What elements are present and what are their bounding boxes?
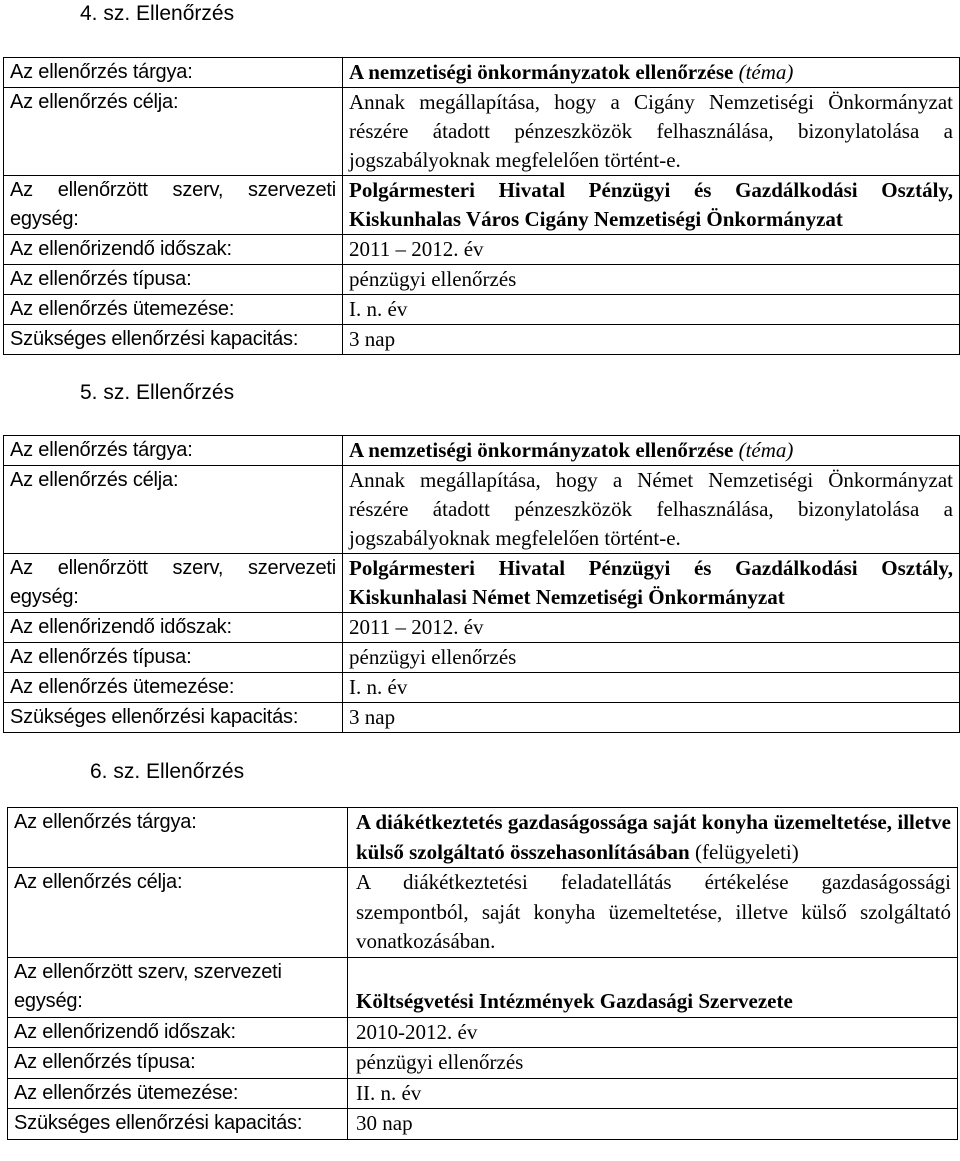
type-label: Az ellenőrzés típusa: [8, 1048, 348, 1079]
section-heading: 5. sz. Ellenőrzés [80, 381, 235, 404]
row-type [4, 265, 960, 295]
row-period [4, 235, 960, 265]
section-heading: 4. sz. Ellenőrzés [80, 2, 235, 25]
audited-entity-label: Az ellenőrzött szerv, szervezeti egység: [4, 554, 343, 613]
audited-entity-line1: Polgármesteri Hivatal Pénzügyi és Gazdálkodási Osztály, [349, 556, 953, 580]
row-purpose [8, 868, 958, 958]
schedule-value: II. n. év [348, 1078, 958, 1109]
audit-table [7, 807, 958, 1140]
subject-label: Az ellenőrzés tárgya: [8, 808, 348, 868]
row-capacity [4, 703, 960, 733]
row-subject [4, 58, 960, 88]
purpose-label: Az ellenőrzés célja: [4, 466, 343, 554]
purpose-value: Annak megállapítása, hogy a Cigány Nemzetiségi Önkormányzat részére átadott pénzeszközök felhasználása, bizonylatolása a jogszabályoknak megfelelően történt-e. [343, 88, 960, 176]
subject-value [343, 436, 960, 466]
subject-value-note: (felügyeleti) [694, 839, 799, 864]
subject-value-note: (téma) [738, 60, 794, 84]
row-purpose [4, 88, 960, 176]
capacity-label: Szükséges ellenőrzési kapacitás: [4, 325, 343, 355]
subject-value-main: A diákétkeztetés gazdaságossága saját konyha üzemeltetése, illetve külső szolgáltató összehasonlításában [356, 810, 951, 864]
schedule-label: Az ellenőrzés ütemezése: [8, 1078, 348, 1109]
audited-entity-label: Az ellenőrzött szerv, szervezeti egység: [4, 176, 343, 235]
audited-entity-line2: Kiskunhalasi Német Nemzetiségi Önkormányzat [349, 585, 785, 609]
capacity-value: 3 nap [343, 325, 960, 355]
audited-entity-value [343, 176, 960, 235]
subject-label: Az ellenőrzés tárgya: [4, 58, 343, 88]
row-subject [4, 436, 960, 466]
row-schedule [4, 673, 960, 703]
audited-entity-label [8, 957, 348, 1017]
row-period [8, 1017, 958, 1048]
row-audited-entity [8, 957, 958, 1017]
purpose-label: Az ellenőrzés célja: [4, 88, 343, 176]
period-value: 2011 – 2012. év [343, 235, 960, 265]
schedule-value: I. n. év [343, 295, 960, 325]
row-audited-entity [4, 176, 960, 235]
subject-value [348, 808, 958, 868]
capacity-label: Szükséges ellenőrzési kapacitás: [8, 1109, 348, 1140]
capacity-value: 30 nap [348, 1109, 958, 1140]
audit-table [3, 57, 960, 355]
period-value: 2011 – 2012. év [343, 613, 960, 643]
purpose-value: Annak megállapítása, hogy a Német Nemzetiségi Önkormányzat részére átadott pénzeszközök felhasználása, bizonylatolása a jogszabályoknak megfelelően történt-e. [343, 466, 960, 554]
row-type [8, 1048, 958, 1079]
type-value: pénzügyi ellenőrzés [348, 1048, 958, 1079]
audit-table [3, 435, 960, 733]
type-value: pénzügyi ellenőrzés [343, 265, 960, 295]
audited-entity-value: Költségvetési Intézmények Gazdasági Szervezete [348, 957, 958, 1017]
row-subject [8, 808, 958, 868]
type-label: Az ellenőrzés típusa: [4, 265, 343, 295]
capacity-label: Szükséges ellenőrzési kapacitás: [4, 703, 343, 733]
purpose-value: A diákétkeztetési feladatellátás értékelése gazdaságossági szempontból, saját konyha üzemeltetése, illetve külső szolgáltató vonatkozásában. [348, 868, 958, 958]
subject-value-main: A nemzetiségi önkormányzatok ellenőrzése [349, 60, 734, 84]
subject-value [343, 58, 960, 88]
subject-label: Az ellenőrzés tárgya: [4, 436, 343, 466]
row-period [4, 613, 960, 643]
type-value: pénzügyi ellenőrzés [343, 643, 960, 673]
subject-value-main: A nemzetiségi önkormányzatok ellenőrzése [349, 438, 734, 462]
period-label: Az ellenőrizendő időszak: [8, 1017, 348, 1048]
row-type [4, 643, 960, 673]
audited-entity-label-line2: egység: [14, 990, 83, 1012]
purpose-label: Az ellenőrzés célja: [8, 868, 348, 958]
schedule-value: I. n. év [343, 673, 960, 703]
period-value: 2010-2012. év [348, 1017, 958, 1048]
row-audited-entity [4, 554, 960, 613]
row-capacity [8, 1109, 958, 1140]
subject-value-note: (téma) [738, 438, 794, 462]
row-capacity [4, 325, 960, 355]
type-label: Az ellenőrzés típusa: [4, 643, 343, 673]
row-purpose [4, 466, 960, 554]
audited-entity-value [343, 554, 960, 613]
row-schedule [8, 1078, 958, 1109]
capacity-value: 3 nap [343, 703, 960, 733]
audited-entity-label-line1: Az ellenőrzött szerv, szervezeti [14, 960, 282, 983]
section-heading: 6. sz. Ellenőrzés [90, 760, 245, 783]
row-schedule [4, 295, 960, 325]
audited-entity-line1: Polgármesteri Hivatal Pénzügyi és Gazdálkodási Osztály, [349, 178, 953, 202]
period-label: Az ellenőrizendő időszak: [4, 613, 343, 643]
period-label: Az ellenőrizendő időszak: [4, 235, 343, 265]
audited-entity-line2: Kiskunhalas Város Cigány Nemzetiségi Önkormányzat [349, 207, 843, 231]
schedule-label: Az ellenőrzés ütemezése: [4, 295, 343, 325]
schedule-label: Az ellenőrzés ütemezése: [4, 673, 343, 703]
